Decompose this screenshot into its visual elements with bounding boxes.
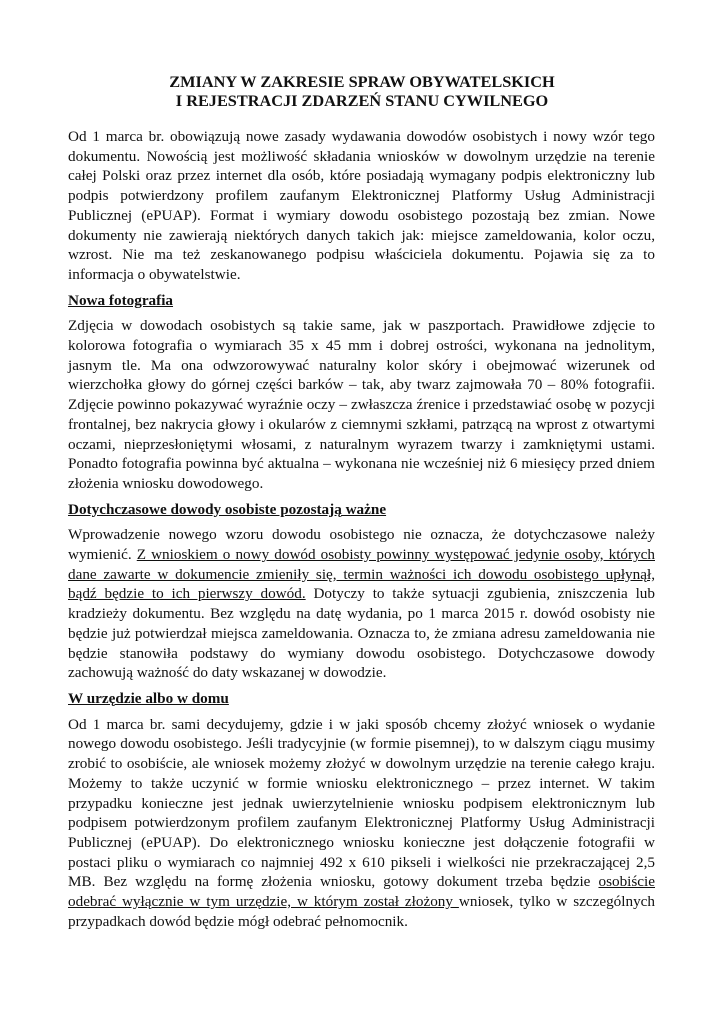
- title-line-2: I REJESTRACJI ZDARZEŃ STANU CYWILNEGO: [175, 91, 549, 110]
- new-photo-paragraph: Zdjęcia w dowodach osobistych są takie same, jak w paszportach. Prawidłowe zdjęcie to kolorowa fotografia o wymiarach 35 x 45 mm i dobrej ostrości, wykonana na jednolitym, jasnym tle. Ma ona odwzorowywać naturalny kolor skóry i obejmować wizerunek od wierzchołka głowy do górnej części barków – tak, aby twarz zajmowała 70 – 80% fotografii. Zdjęcie powinno pokazywać wyraźnie oczy – zwłaszcza źrenice i przedstawiać osobę w pozycji frontalnej, bez nakrycia głowy i okularów z ciemnymi szkłami, patrzącą na wprost z otwartymi oczami, nieprzesłoniętymi włosami, z naturalnym wyrazem twarzy i zamkniętymi ustami. Ponadto fotografia powinna być aktualna – wykonana nie wcześniej niż 6 miesięcy przed dniem złożenia wniosku dowodowego.: [68, 317, 655, 492]
- section-heading-new-photo: Nowa fotografia: [68, 291, 174, 309]
- office-or-home-text-after: wniosek, tylko w szczególnych przypadkach dowód będzie mógł odebrać pełnomocnik.: [68, 893, 655, 930]
- page-title: [60, 72, 664, 110]
- office-or-home-text-before: Od 1 marca br. sami decydujemy, gdzie i w jaki sposób chcemy złożyć wniosek o wydanie nowego dowodu osobistego. Jeśli tradycyjnie (w formie pisemnej), to w dalszym ciągu musimy zrobić to osobiście, ale wniosek możemy złożyć w dowolnym urzędzie na terenie całego kraju. Możemy to także uczynić w formie wniosku elektronicznego – przez internet. W takim przypadku konieczne jest jednak uwierzytelnienie wniosku podpisem elektronicznym lub podpisem potwierdzonym profilem zaufanym Elektronicznej Platformy Usług Administracji Publicznej (ePUAP). Do elektronicznego wniosku konieczne jest dołączenie fotografii w postaci pliku o wymiarach co najmniej 492 x 610 pikseli i wielkości nie przekraczającej 2,5 MB. Bez względu na formę złożenia wniosku, gotowy dokument trzeba będzie: [68, 715, 655, 891]
- office-or-home-paragraph: [68, 715, 655, 932]
- document-body: [68, 127, 655, 931]
- section-heading-valid-ids: Dotychczasowe dowody osobiste pozostają ważne: [68, 500, 387, 518]
- valid-ids-text-before: Wprowadzenie nowego wzoru dowodu osobistego nie oznacza, że dotychczasowe należy wymienić.: [68, 526, 655, 564]
- intro-paragraph: Od 1 marca br. obowiązują nowe zasady wydawania dowodów osobistych i nowy wzór tego dokumentu. Nowością jest możliwość składania wniosków w dowolnym urzędzie na terenie całej Polski oraz przez internet dla osób, które posiadają wymagany podpis elektroniczny lub podpis potwierdzony profilem zaufanym Elektronicznej Platformy Usług Administracji Publicznej (ePUAP). Format i wymiary dowodu osobistego pozostają bez zmian. Nowe dokumenty nie zawierają niektórych danych takich jak: miejsce zameldowania, kolor oczu, wzrost. Nie ma też zeskanowanego podpisu właściciela dokumentu. Pojawia się za to informacja o obywatelstwie.: [68, 128, 655, 283]
- valid-ids-text-after: Dotyczy to także sytuacji zgubienia, zniszczenia lub kradzieży dokumentu. Bez względu na datę wydania, po 1 marca 2015 r. dowód osobisty nie będzie już potwierdzał miejsca zameldowania. Oznacza to, że zmiana adresu zameldowania nie będzie stanowiła podstawy do wymiany dowodu osobistego. Dotychczasowe dowody zachowują ważność do daty wskazanej w dowodzie.: [68, 585, 655, 682]
- valid-ids-underlined-text: Z wnioskiem o nowy dowód osobisty powinny występować jedynie osoby, których dane zawarte w dokumencie zmieniły się, termin ważności ich dowodu osobistego upłynął, bądź będzie to ich pierwszy dowód.: [68, 546, 655, 603]
- title-line-1: ZMIANY W ZAKRESIE SPRAW OBYWATELSKICH: [169, 72, 555, 91]
- valid-ids-paragraph: [68, 525, 655, 683]
- section-heading-office-or-home: W urzędzie albo w domu: [68, 689, 229, 707]
- office-or-home-underlined-text: osobiście odebrać wyłącznie w tym urzędzie, w którym został złożony: [68, 873, 655, 911]
